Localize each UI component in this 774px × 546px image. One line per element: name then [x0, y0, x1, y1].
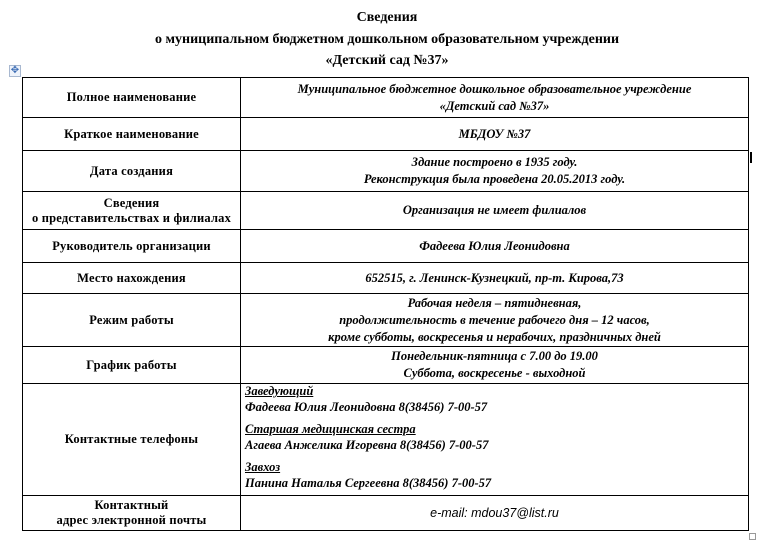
- table-row: [23, 263, 749, 294]
- value-text: Рабочая неделя – пятидневная,: [407, 295, 582, 310]
- row-label: [23, 192, 241, 230]
- contact-role: Завхоз: [245, 460, 281, 474]
- contact-line: Агаева Анжелика Игоревна 8(38456) 7-00-57: [245, 438, 489, 452]
- label-text: Контактный: [94, 498, 169, 512]
- value-text: Суббота, воскресенье - выходной: [403, 366, 586, 380]
- row-value[interactable]: [241, 347, 749, 384]
- table-row: [23, 118, 749, 151]
- table-row: [23, 151, 749, 192]
- table-row: [23, 78, 749, 118]
- row-label: [23, 78, 241, 118]
- value-text: Реконструкция была проведена 20.05.2013 году.: [363, 172, 626, 186]
- contact-line: Панина Наталья Сергеевна 8(38456) 7-00-57: [245, 476, 492, 490]
- label-text: График работы: [86, 357, 177, 372]
- email-label: [23, 496, 241, 531]
- row-value[interactable]: [241, 192, 749, 230]
- text-cursor: [750, 152, 752, 163]
- value-text: Муниципальное бюджетное дошкольное образовательное учреждение: [297, 81, 692, 96]
- move-cross-icon[interactable]: ✥: [10, 65, 20, 76]
- contact-line: Фадеева Юлия Леонидовна 8(38456) 7-00-57: [245, 400, 488, 414]
- contacts-label: Контактные телефоны: [23, 384, 241, 496]
- document-title-line-1: Сведения: [356, 10, 418, 25]
- table-row: [23, 347, 749, 384]
- label-text: Место нахождения: [77, 270, 186, 285]
- document-title-line-3: «Детский сад №37»: [325, 53, 449, 68]
- row-label: [23, 151, 241, 192]
- value-text: Понедельник-пятница с 7.00 до 19.00: [391, 349, 598, 363]
- value-text: 652515, г. Ленинск-Кузнецкий, пр-т. Кирова,73: [365, 270, 624, 285]
- label-text: Сведения: [103, 195, 160, 210]
- row-label: [23, 294, 241, 347]
- row-label: [23, 347, 241, 384]
- label-text: Полное наименование: [66, 90, 197, 104]
- row-value[interactable]: [241, 263, 749, 294]
- value-text: Организация не имеет филиалов: [402, 203, 587, 217]
- value-text: Фадеева Юлия Леонидовна: [419, 238, 570, 253]
- row-label: [23, 230, 241, 263]
- contacts-value[interactable]: [241, 384, 749, 496]
- contact-role: Старшая медицинская сестра: [245, 422, 416, 436]
- value-text: «Детский сад №37»: [439, 98, 550, 113]
- row-value[interactable]: [241, 118, 749, 151]
- info-table: [22, 77, 749, 531]
- label-text: о представительствах и филиалах: [31, 210, 232, 225]
- value-text: МБДОУ №37: [458, 126, 531, 141]
- table-row-contacts: [23, 384, 749, 496]
- row-value[interactable]: [241, 151, 749, 192]
- label-text: Руководитель организации: [52, 238, 211, 253]
- document-title-line-2: о муниципальном бюджетном дошкольном образовательном учреждении: [154, 32, 620, 47]
- table-row: [23, 230, 749, 263]
- row-label: [23, 118, 241, 151]
- value-text: продолжительность в течение рабочего дня – 12 часов,: [339, 312, 650, 327]
- contact-role: Заведующий: [245, 384, 314, 398]
- value-text: кроме субботы, воскресенья и нерабочих, праздничных дней: [328, 329, 661, 344]
- table-row-email: [23, 496, 749, 531]
- label-text: Режим работы: [89, 312, 174, 327]
- row-value[interactable]: [241, 78, 749, 118]
- row-label: [23, 263, 241, 294]
- email-value[interactable]: e-mail: mdou37@list.ru: [241, 496, 749, 531]
- value-text: Здание построено в 1935 году.: [411, 155, 578, 169]
- label-text: Краткое наименование: [64, 126, 199, 141]
- table-row: [23, 294, 749, 347]
- row-value[interactable]: [241, 230, 749, 263]
- resize-square-icon[interactable]: [749, 533, 756, 540]
- label-text: Дата создания: [89, 163, 174, 178]
- row-value[interactable]: [241, 294, 749, 347]
- label-text: адрес электронной почты: [56, 513, 207, 527]
- table-row: [23, 192, 749, 230]
